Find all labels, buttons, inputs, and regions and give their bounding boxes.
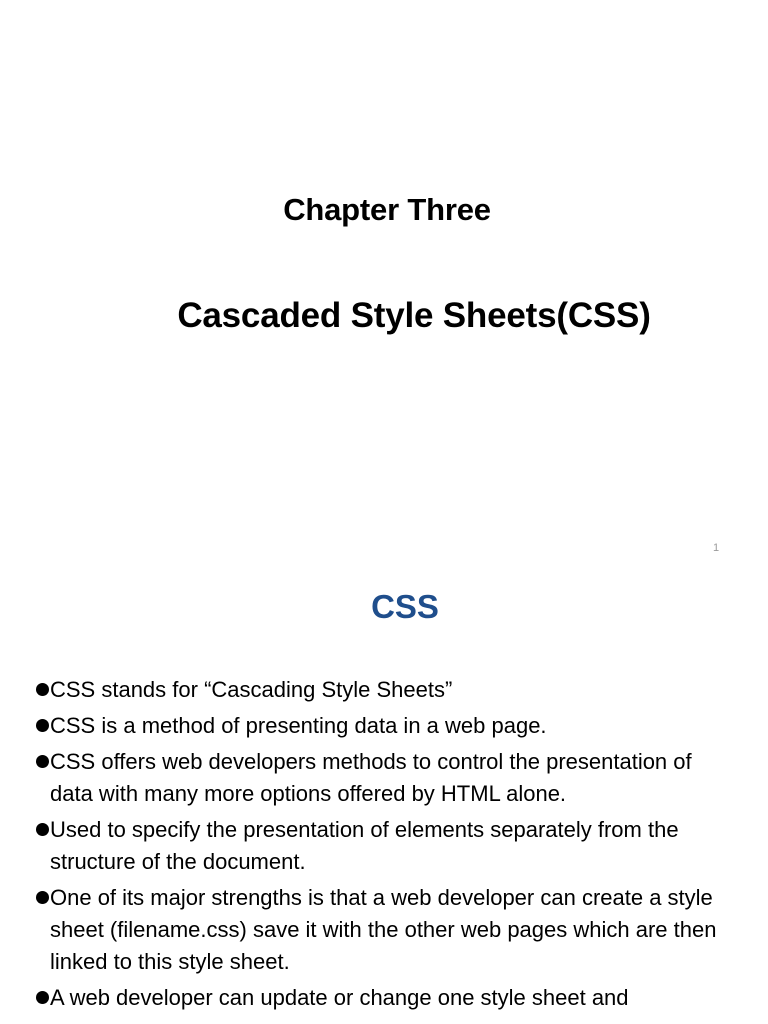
bullet-item (36, 882, 736, 978)
bullet-text: CSS offers web developers methods to control the presentation of data with many more options offered by HTML alone. (50, 749, 692, 806)
bullet-item (36, 674, 736, 706)
bullet-dot-icon (36, 823, 49, 836)
bullet-text: CSS is a method of presenting data in a web page. (50, 713, 547, 738)
bullet-item (36, 746, 736, 810)
bullet-text: CSS stands for “Cascading Style Sheets” (50, 677, 453, 702)
slide-number: 1 (713, 542, 720, 554)
css-slide (0, 568, 768, 1024)
bullet-item (36, 814, 736, 878)
bullet-dot-icon (36, 719, 49, 732)
bullet-text: Used to specify the presentation of elements separately from the structure of the document. (50, 817, 679, 874)
bullet-dot-icon (36, 683, 49, 696)
bullet-item (36, 710, 736, 742)
bullet-text: A web developer can update or change one style sheet and (50, 985, 629, 1010)
bullet-dot-icon (36, 991, 49, 1004)
slide-heading: CSS (371, 588, 439, 625)
bullet-dot-icon (36, 891, 49, 904)
bullet-item (36, 982, 736, 1014)
bullet-list (36, 674, 736, 1018)
bullet-dot-icon (36, 755, 49, 768)
chapter-subtitle: Cascaded Style Sheets(CSS) (177, 296, 651, 335)
bullet-text: One of its major strengths is that a web developer can create a style sheet (filename.css) save it with the other web pages which are then linked to this style sheet. (50, 885, 717, 974)
chapter-title: Chapter Three (283, 192, 491, 227)
